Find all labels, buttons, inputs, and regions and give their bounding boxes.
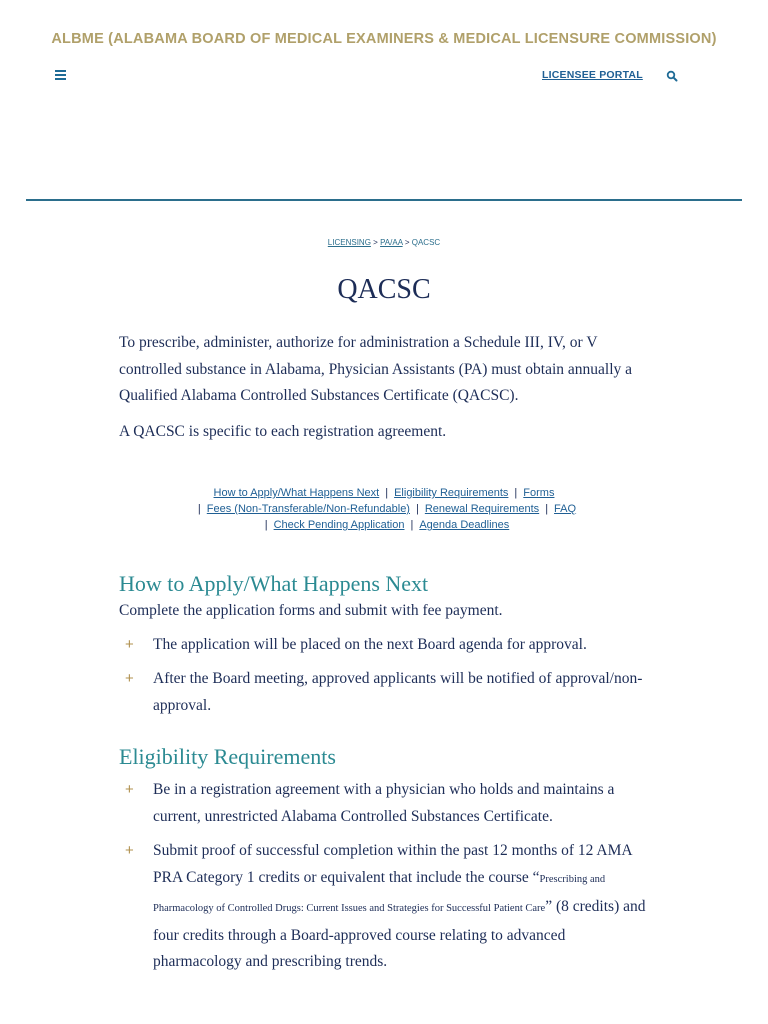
- section-heading-how-to-apply: How to Apply/What Happens Next: [119, 571, 429, 596]
- link-separator: |: [385, 487, 389, 499]
- header-divider: [26, 199, 742, 201]
- site-title[interactable]: ALBME (ALABAMA BOARD OF MEDICAL EXAMINERS & MEDICAL LICENSURE COMMISSION): [51, 31, 717, 47]
- search-icon[interactable]: [666, 70, 678, 82]
- jump-link-check-pending[interactable]: Check Pending Application: [273, 519, 405, 531]
- breadcrumb-pa-aa[interactable]: PA/AA: [380, 238, 403, 247]
- page-title: QACSC: [337, 274, 431, 305]
- breadcrumb-separator: >: [373, 238, 378, 247]
- breadcrumb: [0, 238, 768, 247]
- plus-bullet-icon: +: [125, 781, 134, 798]
- breadcrumb-licensing[interactable]: LICENSING: [327, 238, 371, 247]
- intro-content: [119, 330, 651, 446]
- apply-steps-list: [119, 632, 651, 720]
- jump-link-forms[interactable]: Forms: [523, 487, 555, 499]
- intro-paragraph: To prescribe, administer, authorize for administration a Schedule III, IV, or V controlled substance in Alabama, Physician Assistants (PA) must obtain annually a Qualified Alabama Controlled Substances Certificate (QACSC).: [119, 334, 633, 405]
- link-separator: |: [545, 503, 549, 515]
- plus-bullet-icon: +: [125, 842, 134, 860]
- jump-link-faq[interactable]: FAQ: [554, 503, 577, 515]
- course-title: Prescribing and Pharmacology of Controlled Drugs: Current Issues and Strategies for Successful Patient Care: [153, 874, 606, 914]
- breadcrumb-separator: >: [404, 238, 410, 247]
- link-separator: |: [514, 487, 518, 499]
- intro-paragraph: A QACSC is specific to each registration agreement.: [119, 423, 447, 441]
- eligibility-list: [119, 777, 651, 976]
- list-item: + Submit proof of successful completion within the past 12 months of 12 AMA PRA Category 1 credits or equivalent that include the course “Prescribing and Pharmacology of Controlled Drugs: Current Issues and Strategies for Successful Patient Care” (8 credits) and four credits through a Board-approved course relating to advanced pharmacology and prescribing trends.: [119, 838, 651, 976]
- plus-bullet-icon: +: [125, 670, 134, 688]
- how-to-apply-section: [119, 570, 651, 720]
- list-item: + After the Board meeting, approved applicants will be notified of approval/non-approval.: [119, 666, 651, 719]
- link-separator: |: [264, 519, 268, 531]
- link-separator: |: [197, 503, 201, 515]
- list-item: + Be in a registration agreement with a physician who holds and maintains a current, unrestricted Alabama Controlled Substances Certificate.: [119, 777, 651, 830]
- plus-bullet-icon: +: [125, 635, 134, 653]
- jump-link-eligibility[interactable]: Eligibility Requirements: [394, 487, 509, 499]
- link-separator: |: [415, 503, 419, 515]
- eligibility-section: [119, 743, 651, 976]
- jump-link-how-to-apply[interactable]: How to Apply/What Happens Next: [213, 487, 380, 499]
- breadcrumb-current: QACSC: [411, 238, 441, 247]
- link-separator: |: [410, 519, 414, 531]
- section-intro: Complete the application forms and submit with fee payment.: [119, 602, 503, 619]
- list-item: + The application will be placed on the next Board agenda for approval.: [119, 632, 651, 659]
- jump-link-renewal[interactable]: Renewal Requirements: [424, 503, 540, 515]
- licensee-portal-link[interactable]: LICENSEE PORTAL: [542, 69, 643, 81]
- jump-link-agenda-deadlines[interactable]: Agenda Deadlines: [419, 519, 510, 531]
- section-heading-eligibility: Eligibility Requirements: [119, 744, 336, 769]
- jump-link-fees[interactable]: Fees (Non-Transferable/Non-Refundable): [206, 503, 410, 515]
- hamburger-menu-icon[interactable]: [55, 70, 66, 80]
- section-jump-links: [0, 485, 768, 533]
